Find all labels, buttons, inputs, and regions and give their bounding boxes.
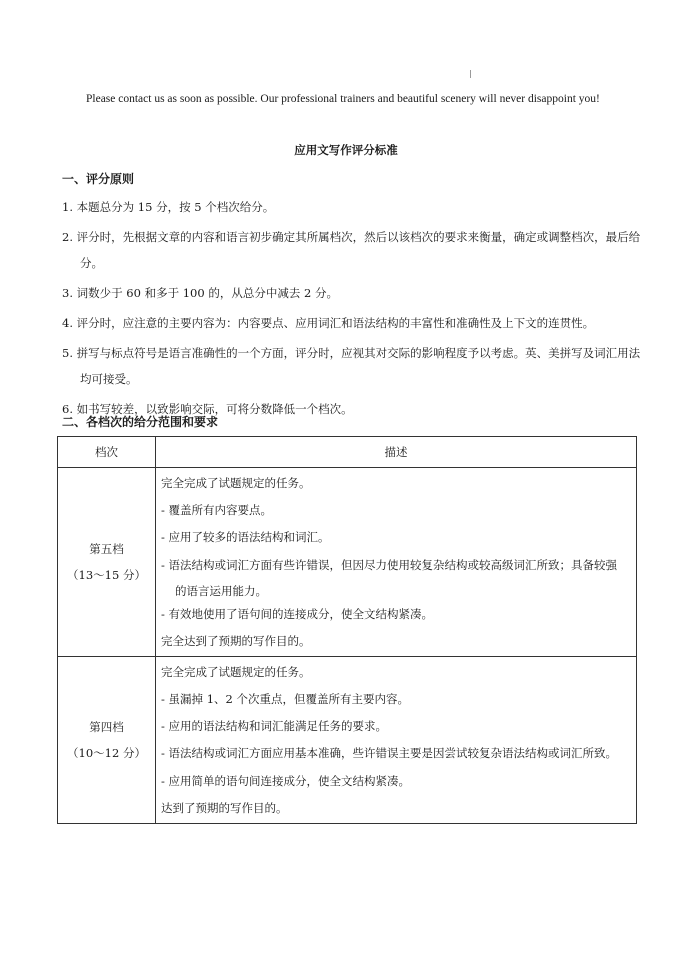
table-row (58, 468, 637, 657)
section-heading-principles: 一、评分原则 (62, 172, 135, 186)
description-bullet: - 语法结构或词汇方面有些许错误，但因尽力使用较复杂结构或较高级词汇所致；具备较强的语言运用能力。 (161, 557, 618, 598)
description-line: 完全达到了预期的写作目的。 (161, 633, 311, 648)
list-item: 4. 评分时，应注意的主要内容为：内容要点、应用词汇和语法结构的丰富性和准确性及上下文的连贯性。 (62, 316, 595, 330)
description-bullet: - 语法结构或词汇方面应用基本准确，些许错误主要是因尝试较复杂语法结构或词汇所致。 (161, 746, 618, 761)
section-heading-grades: 二、各档次的给分范围和要求 (62, 415, 219, 429)
level-range: （13～15 分） (67, 567, 146, 582)
list-item: 3. 词数少于 60 和多于 100 的，从总分中减去 2 分。 (62, 286, 338, 300)
description-line: 达到了预期的写作目的。 (161, 800, 288, 815)
description-bullet: - 应用的语法结构和词汇能满足任务的要求。 (161, 719, 388, 734)
level-cell (58, 468, 156, 657)
list-item: 1. 本题总分为 15 分，按 5 个档次给分。 (62, 200, 275, 214)
description-bullet: - 应用了较多的语法结构和词汇。 (161, 530, 330, 545)
description-bullet: - 虽漏掉 1、2 个次重点，但覆盖所有主要内容。 (161, 691, 409, 706)
list-item: 6. 如书写较差，以致影响交际，可将分数降低一个档次。 (62, 402, 353, 416)
list-item: 2. 评分时，先根据文章的内容和语言初步确定其所属档次，然后以该档次的要求来衡量，确定或调整档次，最后给分。 (62, 230, 641, 270)
level-cell (58, 656, 156, 823)
principles-list (62, 194, 642, 426)
description-cell (156, 656, 637, 823)
list-item: 5. 拼写与标点符号是语言准确性的一个方面，评分时，应视其对交际的影响程度予以考虑。英、美拼写及词汇用法均可接受。 (62, 346, 641, 386)
description-bullet: - 覆盖所有内容要点。 (161, 503, 273, 518)
level-name: 第四档 (89, 719, 124, 734)
column-header-level: 档次 (58, 437, 156, 468)
column-header-description: 描述 (156, 437, 637, 468)
description-line: 完全完成了试题规定的任务。 (161, 664, 311, 679)
grading-table (57, 436, 637, 824)
table-header-row (58, 437, 637, 468)
description-line: 完全完成了试题规定的任务。 (161, 476, 311, 490)
level-range: （10～12 分） (67, 745, 146, 760)
description-bullet: - 应用简单的语句间连接成分，使全文结构紧凑。 (161, 773, 411, 788)
level-name: 第五档 (89, 541, 124, 556)
table-row (58, 656, 637, 823)
page-mark (470, 70, 471, 78)
description-cell (156, 468, 637, 657)
intro-paragraph: Please contact us as soon as possible. Our professional trainers and beautiful scenery will never disappoint you! (86, 93, 600, 105)
description-bullet: - 有效地使用了语句间的连接成分，使全文结构紧凑。 (161, 606, 434, 621)
page-title: 应用文写作评分标准 (294, 143, 398, 157)
